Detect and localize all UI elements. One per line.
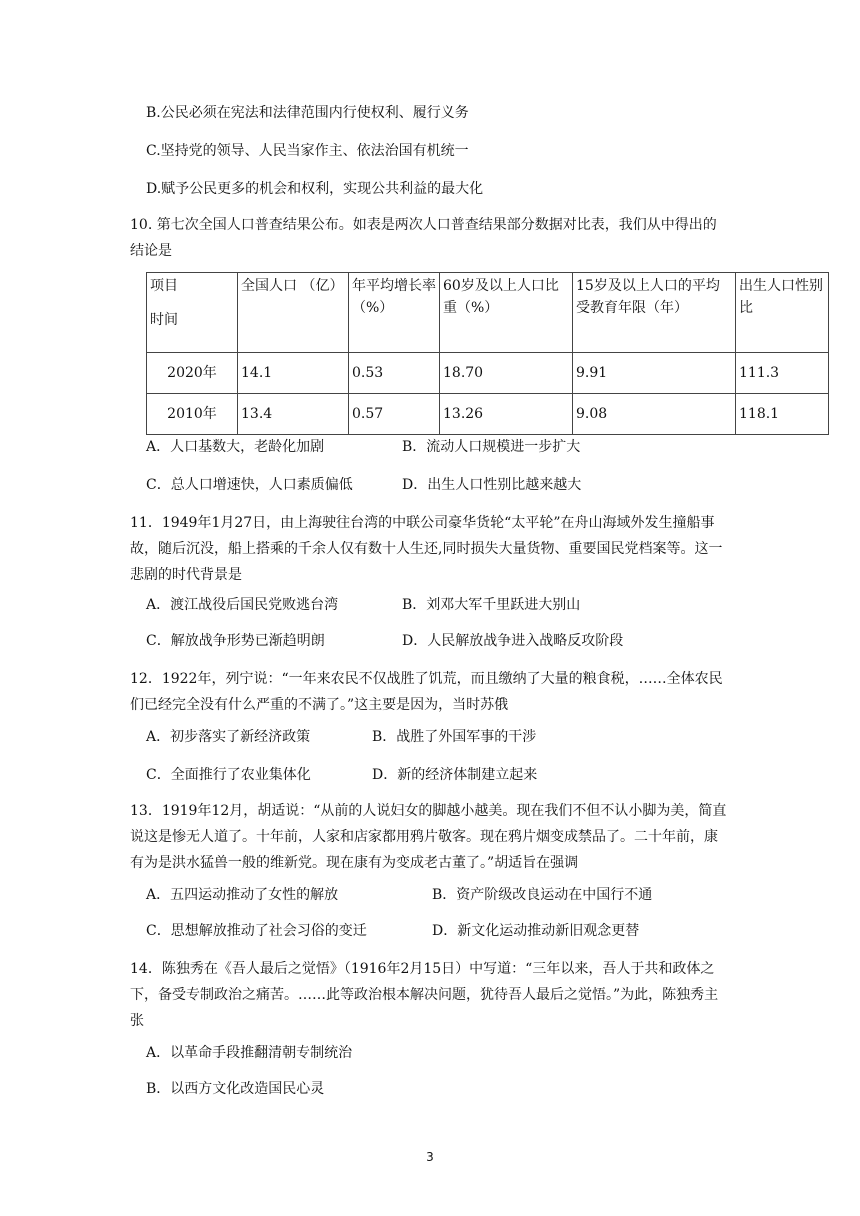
table-cell: 111.3	[736, 353, 829, 394]
q13-option-d[interactable]: D．新文化运动推动新旧观念更替	[432, 923, 640, 939]
q11-option-b[interactable]: B．刘邓大军千里跃进大别山	[402, 597, 581, 613]
q12-option-d[interactable]: D．新的经济体制建立起来	[372, 767, 538, 783]
table-cell: 0.53	[349, 353, 440, 394]
q10-option-c[interactable]: C．总人口增速快，人口素质偏低	[146, 477, 353, 493]
table-row	[147, 353, 829, 394]
row-year: 2020年	[147, 353, 238, 394]
option-d-prev: D.赋予公民更多的机会和权利，实现公共利益的最大化	[146, 181, 484, 197]
question-11-stem: 11．1949年1月27日，由上海驶往台湾的中联公司豪华货轮“太平轮”在舟山海域外发生撞船事故，随后沉没，船上搭乘的千余人仅有数十人生还,同时损失大量货物、重要国民党档案等。这一悲剧的时代背景是	[130, 515, 723, 583]
corner-cell	[147, 273, 238, 353]
header-education-years: 15岁及以上人口的平均受教育年限（年）	[573, 273, 736, 353]
q10-option-d[interactable]: D．出生人口性别比越来越大	[402, 477, 582, 493]
page-number: 3	[426, 1150, 434, 1164]
option-c-prev: C.坚持党的领导、人民当家作主、依法治国有机统一	[146, 143, 469, 159]
table-cell: 0.57	[349, 394, 440, 435]
q13-option-a[interactable]: A．五四运动推动了女性的解放	[146, 887, 339, 903]
q12-option-b[interactable]: B．战胜了外国军事的干涉	[372, 729, 537, 745]
q14-option-b[interactable]: B．以西方文化改造国民心灵	[146, 1081, 325, 1097]
q13-option-c[interactable]: C．思想解放推动了社会习俗的变迁	[146, 923, 367, 939]
population-census-table	[146, 272, 829, 435]
table-cell: 9.08	[573, 394, 736, 435]
q10-option-a[interactable]: A．人口基数大，老龄化加剧	[146, 439, 325, 455]
question-14-stem: 14．陈独秀在《吾人最后之觉悟》（1916年2月15日）中写道：“三年以来，吾人于共和政体之下，备受专制政治之痛苦。……此等政治根本解决问题，犹待吾人最后之觉悟。”为此，陈独秀主张	[130, 961, 719, 1029]
q11-option-a[interactable]: A．渡江战役后国民党败逃台湾	[146, 597, 339, 613]
corner-label-time: 时间	[150, 312, 178, 328]
table-cell: 18.70	[440, 353, 573, 394]
q11-option-d[interactable]: D．人民解放战争进入战略反攻阶段	[402, 633, 624, 649]
table-cell: 14.1	[238, 353, 349, 394]
header-sex-ratio: 出生人口性别比	[736, 273, 829, 353]
header-elderly-share: 60岁及以上人口比重（%）	[440, 273, 573, 353]
table-cell: 13.26	[440, 394, 573, 435]
table-row	[147, 394, 829, 435]
question-12-stem: 12．1922年，列宁说：“一年来农民不仅战胜了饥荒，而且缴纳了大量的粮食税，……全体农民们已经完全没有什么严重的不满了。”这主要是因为，当时苏俄	[130, 671, 723, 713]
row-year: 2010年	[147, 394, 238, 435]
corner-label-item: 项目	[150, 278, 178, 294]
q13-option-b[interactable]: B．资产阶级改良运动在中国行不通	[432, 887, 653, 903]
table-cell: 13.4	[238, 394, 349, 435]
q10-option-b[interactable]: B．流动人口规模进一步扩大	[402, 439, 581, 455]
q11-option-c[interactable]: C．解放战争形势已渐趋明朗	[146, 633, 325, 649]
q14-option-a[interactable]: A．以革命手段推翻清朝专制统治	[146, 1045, 353, 1061]
q12-option-c[interactable]: C．全面推行了农业集体化	[146, 767, 311, 783]
question-13-stem: 13．1919年12月，胡适说：“从前的人说妇女的脚越小越美。现在我们不但不认小脚为美，简直说这是惨无人道了。十年前，人家和店家都用鸦片敬客。现在鸦片烟变成禁品了。二十年前，康有为是洪水猛兽一般的维新党。现在康有为变成老古董了。”胡适旨在强调	[130, 803, 727, 871]
question-10-stem: 10. 第七次全国人口普查结果公布。如表是两次人口普查结果部分数据对比表，我们从中得出的结论是	[130, 217, 717, 259]
table-cell: 118.1	[736, 394, 829, 435]
option-b-prev: B.公民必须在宪法和法律范围内行使权利、履行义务	[146, 105, 469, 121]
header-growth-rate: 年平均增长率（%）	[349, 273, 440, 353]
table-cell: 9.91	[573, 353, 736, 394]
table-header-row	[147, 273, 829, 353]
header-population: 全国人口 （亿）	[238, 273, 349, 353]
q12-option-a[interactable]: A．初步落实了新经济政策	[146, 729, 311, 745]
